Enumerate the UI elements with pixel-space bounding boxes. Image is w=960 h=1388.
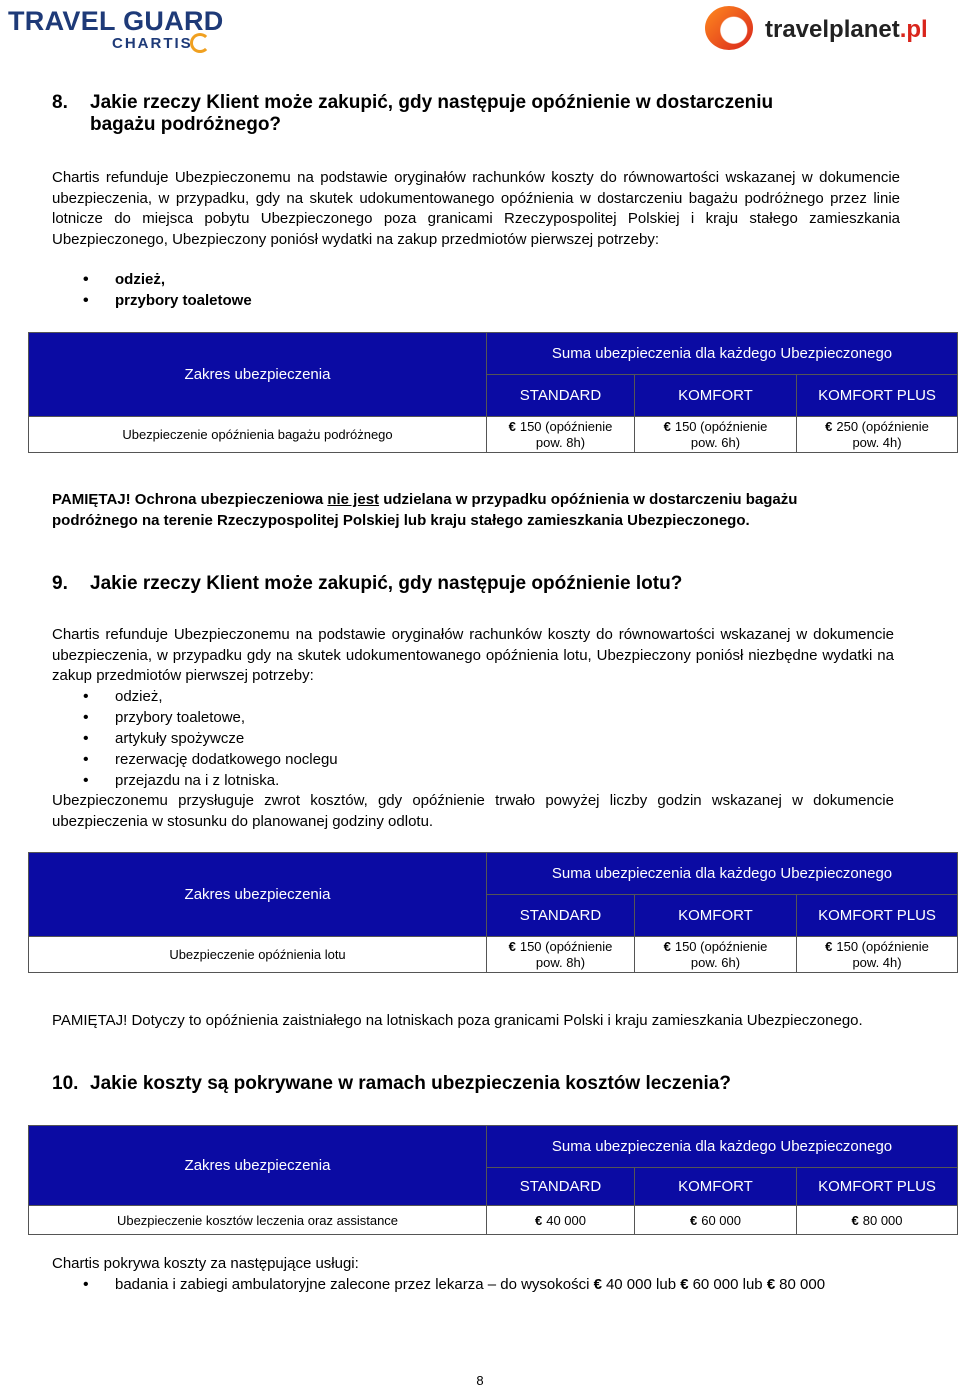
value-komfort-plus: € 80 000 — [797, 1206, 958, 1235]
value-komfort: € 150 (opóźnienie pow. 6h) — [635, 417, 797, 453]
sec10-table — [28, 1125, 958, 1235]
list-item: • rezerwację dodatkowego noclegu — [52, 749, 852, 770]
list-item: • odzież, — [52, 686, 852, 707]
value-standard: € 150 (opóźnienie pow. 8h) — [487, 417, 635, 453]
sec9-paragraph2: Ubezpieczonemu przysługuje zwrot kosztów, gdy opóźnienie trwało powyżej liczby godzin wskazanej w dokumencie ubezpieczenia w stosunku do planowanej godziny odlotu. — [52, 792, 894, 830]
row-label: Ubezpieczenie kosztów leczenia oraz assistance — [29, 1206, 487, 1235]
plan-komfort: KOMFORT — [635, 375, 797, 417]
value-standard: € 40 000 — [487, 1206, 635, 1235]
sum-header: Suma ubezpieczenia dla każdego Ubezpieczonego — [487, 1126, 958, 1168]
list-item: • przybory toaletowe, — [52, 707, 852, 728]
plan-komfort: KOMFORT — [635, 895, 797, 937]
list-item: • przejazdu na i z lotniska. — [52, 770, 852, 791]
plan-standard: STANDARD — [487, 895, 635, 937]
sec8-title-line1: Jakie rzeczy Klient może zakupić, gdy następuje opóźnienie w dostarczeniu — [90, 92, 774, 113]
sec10-number: 10. — [52, 1073, 79, 1094]
scope-header: Zakres ubezpieczenia — [29, 1126, 487, 1206]
sec8-remember: PAMIĘTAJ! Ochrona ubezpieczeniowa nie jest udzielana w przypadku opóźnienia w dostarczeniu bagażu podróżnego na terenie Rzeczypospolitej Polskiej lub kraju stałego zamieszkania Ubezpieczonego. — [52, 491, 798, 529]
page-number: 8 — [476, 1373, 484, 1388]
plan-standard: STANDARD — [487, 375, 635, 417]
list-item: • przybory toaletowe — [52, 290, 852, 311]
value-standard: € 150 (opóźnienie pow. 8h) — [487, 937, 635, 973]
sec9-paragraph: Chartis refunduje Ubezpieczonemu na podstawie oryginałów rachunków koszty do równowartości wskazanej w dokumencie ubezpieczenia, w przypadku gdy na skutek udokumentowanego opóźnienia lotu, Ubezpieczony poniósł niezbędne wydatki na zakup przedmiotów pierwszej potrzeby: — [52, 626, 894, 684]
list-item: • odzież, — [52, 269, 852, 290]
value-komfort-plus: € 250 (opóźnienie pow. 4h) — [797, 417, 958, 453]
sec10-bullets — [52, 1274, 952, 1295]
sec8-paragraph: Chartis refunduje Ubezpieczonemu na podstawie oryginałów rachunków koszty do równowartości wskazanej w dokumencie ubezpieczenia, w przypadku, gdy na skutek udokumentowanego opóźnienia w dostarczeniu bagażu podróżnego przez linie lotnicze do miejsca pobytu Ubezpieczonego poza granicami Rzeczypospolitej Polskiej i kraju stałego zamieszkania Ubezpieczonego, Ubezpieczony poniósł wydatki na zakup przedmiotów pierwszej potrzeby: — [52, 169, 900, 248]
sum-header: Suma ubezpieczenia dla każdego Ubezpieczonego — [487, 333, 958, 375]
sec10-intro: Chartis pokrywa koszty za następujące usługi: — [52, 1255, 359, 1272]
list-item: • artykuły spożywcze — [52, 728, 852, 749]
sec9-table — [28, 852, 958, 973]
sum-header: Suma ubezpieczenia dla każdego Ubezpieczonego — [487, 853, 958, 895]
row-label: Ubezpieczenie opóźnienia bagażu podróżnego — [29, 417, 487, 453]
scope-header: Zakres ubezpieczenia — [29, 333, 487, 417]
sec9-bullets — [52, 686, 852, 791]
sec8-number: 8. — [52, 92, 68, 113]
value-komfort-plus: € 150 (opóźnienie pow. 4h) — [797, 937, 958, 973]
sec8-table — [28, 332, 958, 453]
sec9-number: 9. — [52, 573, 68, 594]
value-komfort: € 150 (opóźnienie pow. 6h) — [635, 937, 797, 973]
plan-komfort-plus: KOMFORT PLUS — [797, 895, 958, 937]
plan-komfort-plus: KOMFORT PLUS — [797, 375, 958, 417]
value-komfort: € 60 000 — [635, 1206, 797, 1235]
plan-komfort: KOMFORT — [635, 1168, 797, 1206]
sec8-title-line2: bagażu podróżnego? — [90, 114, 282, 135]
plan-standard: STANDARD — [487, 1168, 635, 1206]
chartis-logo: CHARTIS — [112, 35, 193, 52]
travel-guard-logo: TRAVEL GUARD — [8, 6, 224, 36]
plan-komfort-plus: KOMFORT PLUS — [797, 1168, 958, 1206]
sec10-title: Jakie koszty są pokrywane w ramach ubezpieczenia kosztów leczenia? — [90, 1073, 731, 1094]
travelplanet-logo: travelplanet.pl — [765, 16, 928, 43]
sec9-title: Jakie rzeczy Klient może zakupić, gdy następuje opóźnienie lotu? — [90, 573, 683, 594]
sec9-remember: PAMIĘTAJ! Dotyczy to opóźnienia zaistniałego na lotniskach poza granicami Polski i kraju zamieszkania Ubezpieczonego. — [52, 1012, 863, 1029]
list-item: • badania i zabiegi ambulatoryjne zalecone przez lekarza – do wysokości € 40 000 lub € 60 000 lub € 80 000 — [52, 1274, 952, 1295]
scope-header: Zakres ubezpieczenia — [29, 853, 487, 937]
chartis-c-icon — [190, 33, 210, 53]
sec8-bullets — [52, 269, 852, 311]
row-label: Ubezpieczenie opóźnienia lotu — [29, 937, 487, 973]
travelplanet-logo-icon — [705, 6, 753, 50]
